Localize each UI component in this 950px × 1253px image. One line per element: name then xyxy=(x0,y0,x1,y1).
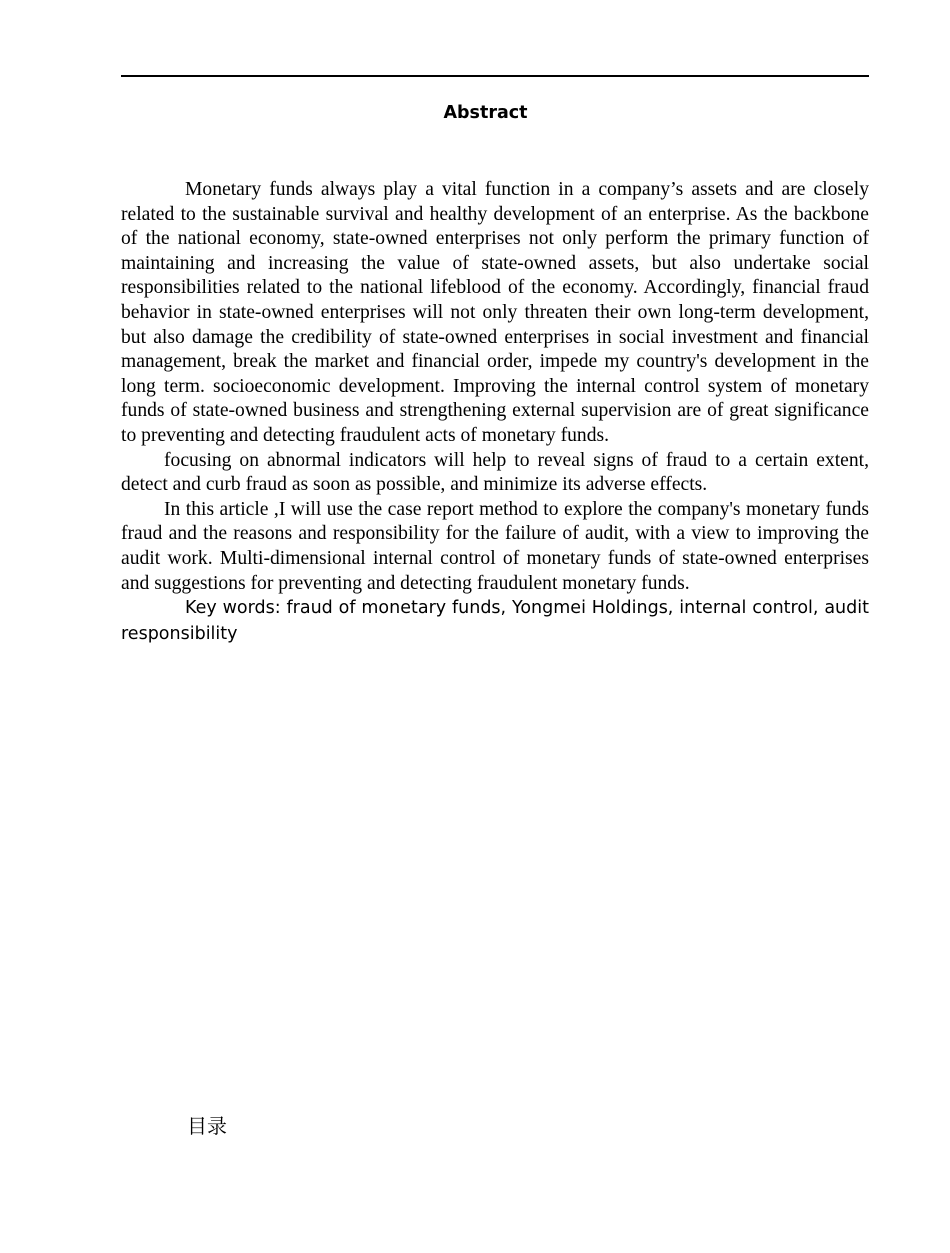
abstract-paragraph-1: Monetary funds always play a vital function in a company’s assets and are closely related to the sustainable survival and healthy development of an enterprise. As the backbone of the national economy, state-owned enterprises not only perform the primary function of maintaining and increasing the value of state-owned assets, but also undertake social responsibilities related to the national lifeblood of the economy. Accordingly, financial fraud behavior in state-owned enterprises will not only threaten their own long-term development, but also damage the credibility of state-owned enterprises in social investment and financial management, break the market and financial order, impede my country's development in the long term. socioeconomic development. Improving the internal control system of monetary funds of state-owned business and strengthening external supervision are of great significance to preventing and detecting fraudulent acts of monetary funds. xyxy=(121,179,869,446)
abstract-paragraph-3: In this article ,I will use the case report method to explore the company's monetary funds fraud and the reasons and responsibility for the failure of audit, with a view to improving the audit work. Multi-dimensional internal control of monetary funds of state-owned enterprises and suggestions for preventing and detecting fraudulent monetary funds. xyxy=(121,498,869,594)
abstract-paragraph-2: focusing on abnormal indicators will help to reveal signs of fraud to a certain extent, detect and curb fraud as soon as possible, and minimize its adverse effects. xyxy=(121,449,869,496)
abstract-title: Abstract xyxy=(443,103,528,123)
abstract-body xyxy=(121,178,869,647)
keywords-line: Key words: fraud of monetary funds, Yongmei Holdings, internal control, audit responsibility xyxy=(121,598,869,644)
header-rule xyxy=(121,75,869,77)
table-of-contents-heading: 目录 xyxy=(187,1114,227,1138)
